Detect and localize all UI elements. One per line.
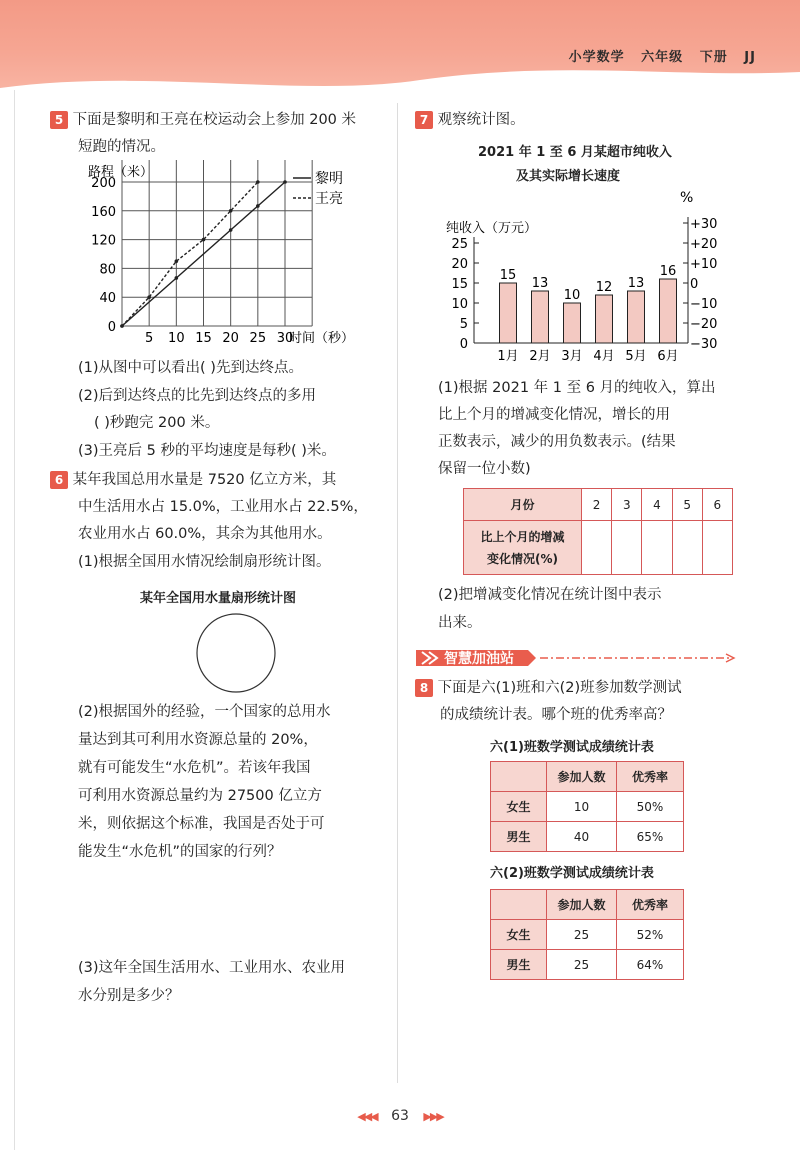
left-arrows-icon: ◀◀◀ [357,1110,377,1123]
banner-text: 智慧加油站 [444,651,514,667]
answer-cell[interactable] [672,521,702,575]
x-tick-label: 6月 [657,349,679,364]
bar-value-label: 10 [563,288,581,303]
pie-chart-title: 某年全国用水量扇形统计图 [140,591,297,606]
q6-sub3-line: (3)这年全国生活用水、工业用水、农业用 [78,960,346,976]
table1-row-label: 男生 [491,822,547,852]
table1-rate: 50% [617,792,684,822]
x-tick-label: 15 [195,331,212,346]
q7-table-month: 4 [642,489,672,521]
q6-line3: 农业用水占 60.0%，其余为其他用水。 [78,526,332,542]
x-tick-label: 30 [276,331,294,346]
y2-tick-label: 0 [690,277,699,292]
series-point [202,238,206,242]
bar-value-label: 12 [595,280,613,295]
q5-sub2a: (2)后到达终点的比先到达终点的多用 [78,388,317,404]
y2-tick-label: −30 [690,337,718,352]
q5-line2: 短跑的情况。 [78,139,165,155]
page-footer [0,1108,800,1124]
answer-cell[interactable] [702,521,732,575]
table2-header-rate: 优秀率 [617,890,684,920]
table2-header-count: 参加人数 [547,890,617,920]
q6-sub2-line: 就有可能发生“水危机”。若该年我国 [78,760,311,776]
q7-sub1-line: 比上个月的增减变化情况，增长的用 [438,407,670,423]
q7-sub1-line: 保留一位小数) [438,461,531,477]
table2-rate: 64% [617,950,684,980]
x-tick-label: 5月 [625,349,647,364]
legend-label: 王亮 [315,191,343,207]
bar [500,283,517,343]
q6-sub3-line: 水分别是多少？ [78,988,180,1004]
q7-chart-title1: 2021 年 1 至 6 月某超市纯收入 [478,145,672,160]
legend-label: 黎明 [315,171,343,187]
y-tick-label: 160 [91,204,116,220]
series-point [120,324,124,328]
q8-table2 [490,889,684,980]
x-axis-label: 时间（秒） [289,331,355,346]
q7-sub1-line: (1)根据 2021 年 1 至 6 月的纯收入，算出 [438,380,716,396]
q5-line-chart [85,160,385,350]
y-tick-label: 20 [451,257,468,272]
y2-tick-label: +30 [690,217,718,232]
q6-sub2-line: 可利用水资源总量约为 27500 亿立方 [78,788,322,804]
series-point [256,204,260,208]
series-line-王亮 [122,182,258,326]
q7-table-month: 3 [612,489,642,521]
table2-row-label: 女生 [491,920,547,950]
table2-count: 25 [547,920,617,950]
q8-table1 [490,761,684,852]
series-point [256,180,260,184]
answer-cell[interactable] [642,521,672,575]
q7-sub1-line: 正数表示，减少的用负数表示。(结果 [438,434,676,450]
q7-sub2-line: (2)把增减变化情况在统计图中表示 [438,587,662,603]
q8-line2: 的成绩统计表。哪个班的优秀率高？ [440,707,672,723]
series-point [147,295,151,299]
series-point [175,276,179,280]
x-tick-label: 25 [249,331,267,346]
bar [628,291,645,343]
question-number-5: 5 [50,111,68,129]
q7-table-month: 6 [702,489,732,521]
table2-count: 25 [547,950,617,980]
answer-cell[interactable] [582,521,612,575]
bar-value-label: 15 [499,268,517,283]
q6-sub2-line: 能发生“水危机”的国家的行列？ [78,844,282,860]
y-tick-label: 0 [107,320,116,335]
bar [660,279,677,343]
y-tick-label: 120 [91,233,116,249]
q6-sub1: (1)根据全国用水情况绘制扇形统计图。 [78,554,331,570]
y-tick-label: 10 [451,297,468,312]
series-point [229,228,233,232]
q5-sub3: (3)王亮后 5 秒的平均速度是每秒( )米。 [78,443,336,459]
bar-value-label: 13 [531,276,549,291]
q5-sub1: (1)从图中可以看出( )先到达终点。 [78,360,303,376]
q5-line1: 5 下面是黎明和王亮在校运动会上参加 200 米 [50,110,356,130]
y2-tick-label: +20 [690,237,718,252]
q7-line1: 7 观察统计图。 [415,110,525,130]
y-axis-label: 路程（米） [88,165,154,180]
q7-sub2-line: 出来。 [438,615,482,631]
q6-line1: 6 某年我国总用水量是 7520 亿立方米，其 [50,470,336,490]
x-tick-label: 2月 [529,349,551,364]
q6-sub2-line: (2)根据国外的经验，一个国家的总用水 [78,704,331,720]
q5-sub2b: ( )秒跑完 200 米。 [94,415,220,431]
y2-tick-label: +10 [690,257,718,272]
y2-tick-label: −10 [690,297,718,312]
x-tick-label: 10 [168,331,185,346]
q7-table-month: 2 [582,489,612,521]
book-title: 小学数学 六年级 下册 JJ [568,50,756,65]
page-edge-line [14,90,15,1150]
right-arrows-icon: ▶▶▶ [423,1110,443,1123]
q6-sub2-line: 量达到其可利用水资源总量的 20%， [78,732,318,748]
column-divider [397,103,398,1083]
question-number-8: 8 [415,679,433,697]
table2-rate: 52% [617,920,684,950]
y2-axis-label: % [680,190,694,206]
x-tick-label: 20 [222,331,239,346]
bar [532,291,549,343]
q8-line1: 8 下面是六(1)班和六(2)班参加数学测试 [415,678,682,698]
table1-count: 40 [547,822,617,852]
q7-table-month-header: 月份 [464,489,582,521]
y-tick-label: 0 [459,337,468,352]
q8-table1-title: 六(1)班数学测试成绩统计表 [490,740,654,755]
x-tick-label: 3月 [561,349,583,364]
y-tick-label: 15 [451,277,468,292]
y-tick-label: 200 [91,176,116,191]
series-point [175,259,179,263]
q7-table-month: 5 [672,489,702,521]
bar-value-label: 16 [659,264,677,279]
q7-table-change-header: 比上个月的增减 变化情况(%) [464,521,582,575]
table1-rate: 65% [617,822,684,852]
table1-header-count: 参加人数 [547,762,617,792]
tip-banner [412,646,742,670]
page-number: 63 [391,1108,409,1124]
q7-change-table [463,488,733,575]
q7-chart-title2: 及其实际增长速度 [516,169,621,184]
question-number-6: 6 [50,471,68,489]
series-point [229,209,233,213]
q6-sub2-line: 米，则依据这个标准，我国是否处于可 [78,816,325,832]
bar [564,303,581,343]
x-tick-label: 5 [145,331,154,346]
y-tick-label: 80 [99,262,116,278]
table1-count: 10 [547,792,617,822]
empty-pie-circle [195,612,277,694]
answer-cell[interactable] [612,521,642,575]
question-number-7: 7 [415,111,433,129]
q6-line2: 中生活用水占 15.0%，工业用水占 22.5%， [78,499,368,515]
table1-header-rate: 优秀率 [617,762,684,792]
y-tick-label: 5 [459,317,468,332]
table1-row-label: 女生 [491,792,547,822]
x-tick-label: 4月 [593,349,615,364]
y-tick-label: 40 [99,291,116,307]
x-tick-label: 1月 [497,349,519,364]
y-axis-label: 纯收入（万元） [446,221,538,236]
y2-tick-label: −20 [690,317,718,332]
y-tick-label: 25 [451,237,468,252]
q8-table2-title: 六(2)班数学测试成绩统计表 [490,866,654,881]
q7-bar-chart [438,188,738,368]
bar-value-label: 13 [627,276,645,291]
bar [596,295,613,343]
series-point [283,180,287,184]
table2-row-label: 男生 [491,950,547,980]
